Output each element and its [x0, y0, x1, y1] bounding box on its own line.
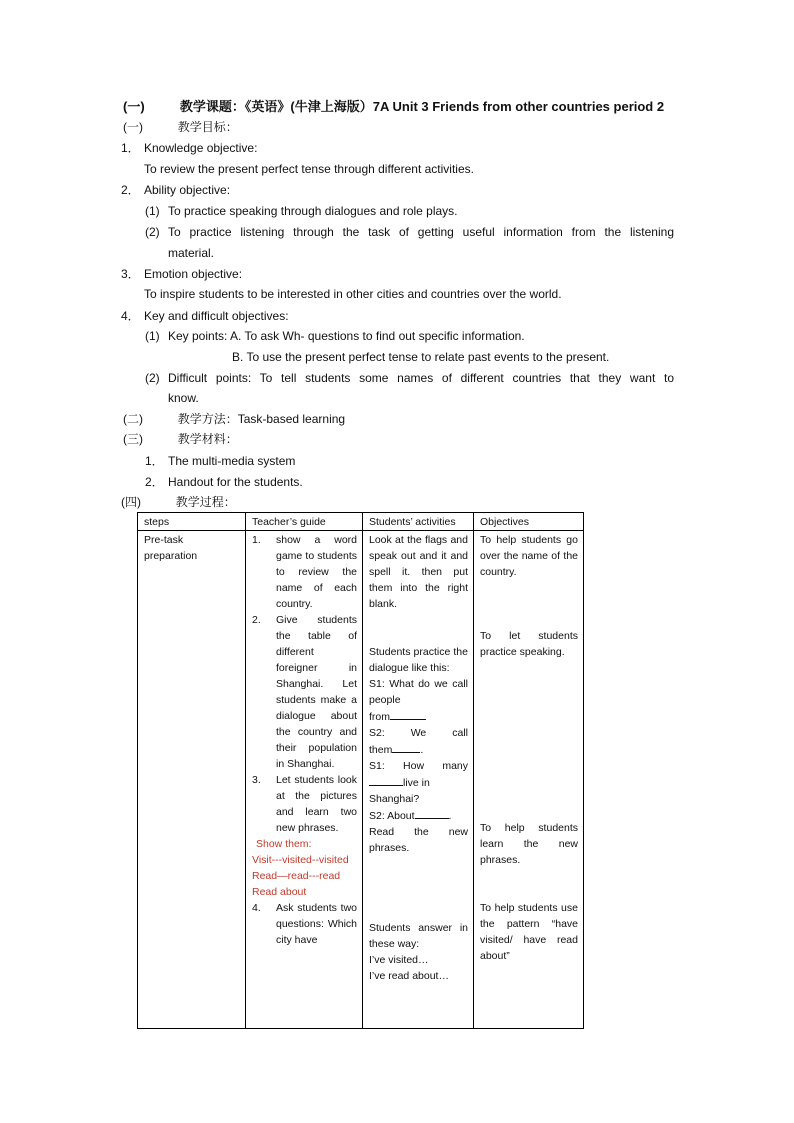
- doc-title-line: [123, 97, 664, 117]
- material-2-number: 2．: [145, 475, 164, 489]
- doc-title-text: 教学课题：《英语》(牛津上海版）7A Unit 3 Friends from other countries period 2: [179, 99, 665, 114]
- objective-2a-text: To practice speaking through dialogues and role plays.: [168, 204, 458, 218]
- objective-2-title: Ability objective:: [144, 183, 231, 197]
- dialogue-line-3: S2: We call: [369, 727, 468, 739]
- guide-item-number: 2.: [252, 614, 261, 626]
- section-methods-heading: [123, 409, 345, 429]
- objective-text-1: To help students go over the name of the country.: [480, 534, 578, 578]
- phrase-read-about: Read about: [252, 886, 307, 898]
- activity-4-line-3: I’ve read about…: [369, 970, 449, 982]
- section-number: (一): [123, 120, 143, 134]
- section-process-heading: [121, 492, 236, 512]
- spacer: [369, 856, 468, 920]
- objectives-cell: [474, 531, 584, 1029]
- dialogue-line-4: them .: [369, 741, 468, 758]
- activity-4-line-2: I’ve visited…: [369, 954, 429, 966]
- guide-item-text: show a word game to students to review the name of each country.: [276, 534, 357, 610]
- steps-cell: [138, 531, 246, 1029]
- dialogue-line-5: S1: How many: [369, 760, 468, 772]
- header-steps: steps: [138, 513, 246, 531]
- material-1-text: The multi-media system: [168, 454, 296, 468]
- dialogue-text: from: [369, 711, 390, 723]
- spacer: [480, 868, 578, 900]
- table-row: [138, 531, 584, 1029]
- objective-1-number: 1．: [121, 141, 140, 155]
- students-activities-content: [369, 532, 468, 1028]
- guide-item-number: 3.: [252, 774, 261, 786]
- objective-4b-text: Difficult points: To tell students some names of different countries that they want to: [168, 371, 674, 385]
- guide-item-1: [252, 532, 357, 612]
- section-number: (三): [123, 432, 143, 446]
- objective-3-number: 3．: [121, 267, 140, 281]
- activity-1: Look at the flags and speak out and it and spell it. then put them into the right blank.: [369, 534, 468, 610]
- section-label: 教学材料：: [177, 432, 238, 446]
- section-label: 教学方法：Task-based learning: [177, 412, 346, 426]
- objective-2b-text: To practice listening through the task of getting useful information from the listening: [168, 225, 674, 239]
- dialogue-line-6: [369, 774, 468, 791]
- section-number: (四): [121, 495, 141, 509]
- objective-3-text: To inspire students to be interested in other cities and countries over the world.: [144, 287, 562, 301]
- objective-4b-number: (2): [145, 371, 160, 385]
- students-activities-cell: [363, 531, 474, 1029]
- guide-item-number: 1.: [252, 534, 261, 546]
- material-2-text: Handout for the students.: [168, 475, 303, 489]
- fill-blank: [392, 741, 420, 753]
- teachers-guide-cell: [246, 531, 363, 1029]
- objective-4-number: 4．: [121, 309, 140, 323]
- fill-blank: [369, 774, 403, 786]
- activity-4-intro: Students answer in these way:: [369, 922, 468, 950]
- verb-forms-read: Read—read---read: [252, 870, 341, 882]
- verb-forms-visit: Visit---visited--visited: [252, 854, 349, 866]
- dialogue-line-1: S1: What do we call people: [369, 678, 468, 706]
- objective-2b-text-cont: material.: [168, 246, 215, 260]
- objective-1-title: Knowledge objective:: [144, 141, 258, 155]
- objective-4a-text: Key points: A. To ask Wh- questions to find out specific information.: [168, 329, 525, 343]
- activity-3: Read the new phrases.: [369, 826, 468, 854]
- objective-4-title: Key and difficult objectives:: [144, 309, 289, 323]
- dialogue-text: S2: About: [369, 810, 415, 822]
- objective-3-title: Emotion objective:: [144, 267, 243, 281]
- objective-4b-text-cont: know.: [168, 391, 199, 405]
- section-label: 教学目标：: [177, 120, 238, 134]
- dialogue-text: them: [369, 744, 393, 756]
- doc-title-number: (一): [123, 99, 145, 114]
- material-1-number: 1．: [145, 454, 164, 468]
- fill-blank: [390, 708, 426, 720]
- objective-text-3: To help students learn the new phrases.: [480, 822, 578, 866]
- guide-item-text: Give students the table of different foreigner in Shanghai. Let students make a dialogue about the country and their population in Shanghai.: [276, 614, 357, 770]
- guide-item-text: Let students look at the pictures and learn two new phrases.: [276, 774, 357, 834]
- guide-item-4: [252, 900, 357, 948]
- spacer: [480, 660, 578, 820]
- lesson-process-table: [137, 512, 584, 1029]
- guide-item-3: [252, 772, 357, 836]
- objective-2b-number: (2): [145, 225, 160, 239]
- section-number: (二): [123, 412, 143, 426]
- header-teachers-guide: Teacher’s guide: [246, 513, 363, 531]
- spacer: [480, 580, 578, 628]
- section-materials-heading: [123, 429, 238, 449]
- show-them-label: Show them:: [256, 838, 312, 850]
- objective-2-number: 2．: [121, 183, 140, 197]
- teachers-guide-content: [252, 532, 357, 1028]
- fill-blank: [415, 807, 449, 819]
- table-header-row: [138, 513, 584, 531]
- dialogue-line-7: Shanghai?: [369, 793, 420, 805]
- dialogue-line-8: S2: About .: [369, 807, 468, 824]
- objective-1-text: To review the present perfect tense through different activities.: [144, 162, 474, 176]
- objective-text-4: To help students use the pattern “have visited/ have read about”: [480, 902, 578, 962]
- dialogue-text: live in: [403, 777, 430, 789]
- activity-2-intro: Students practice the dialogue like this:: [369, 646, 468, 674]
- guide-item-text: Ask students two questions: Which city have: [276, 902, 357, 946]
- header-students-activities: Students’ activities: [363, 513, 474, 531]
- section-label: 教学过程：: [175, 495, 236, 509]
- objective-text-2: To let students practice speaking.: [480, 630, 578, 658]
- header-objectives: Objectives: [474, 513, 584, 531]
- dialogue-line-2: [369, 708, 468, 725]
- section-objectives-heading: [123, 117, 238, 137]
- objectives-content: [480, 532, 578, 1028]
- guide-item-2: [252, 612, 357, 772]
- objective-4a-number: (1): [145, 329, 160, 343]
- step-name: Pre-task preparation: [144, 534, 198, 562]
- objective-4a-text-b: B. To use the present perfect tense to relate past events to the present.: [232, 350, 610, 364]
- objective-2a-number: (1): [145, 204, 160, 218]
- guide-item-number: 4.: [252, 902, 261, 914]
- spacer: [369, 612, 468, 644]
